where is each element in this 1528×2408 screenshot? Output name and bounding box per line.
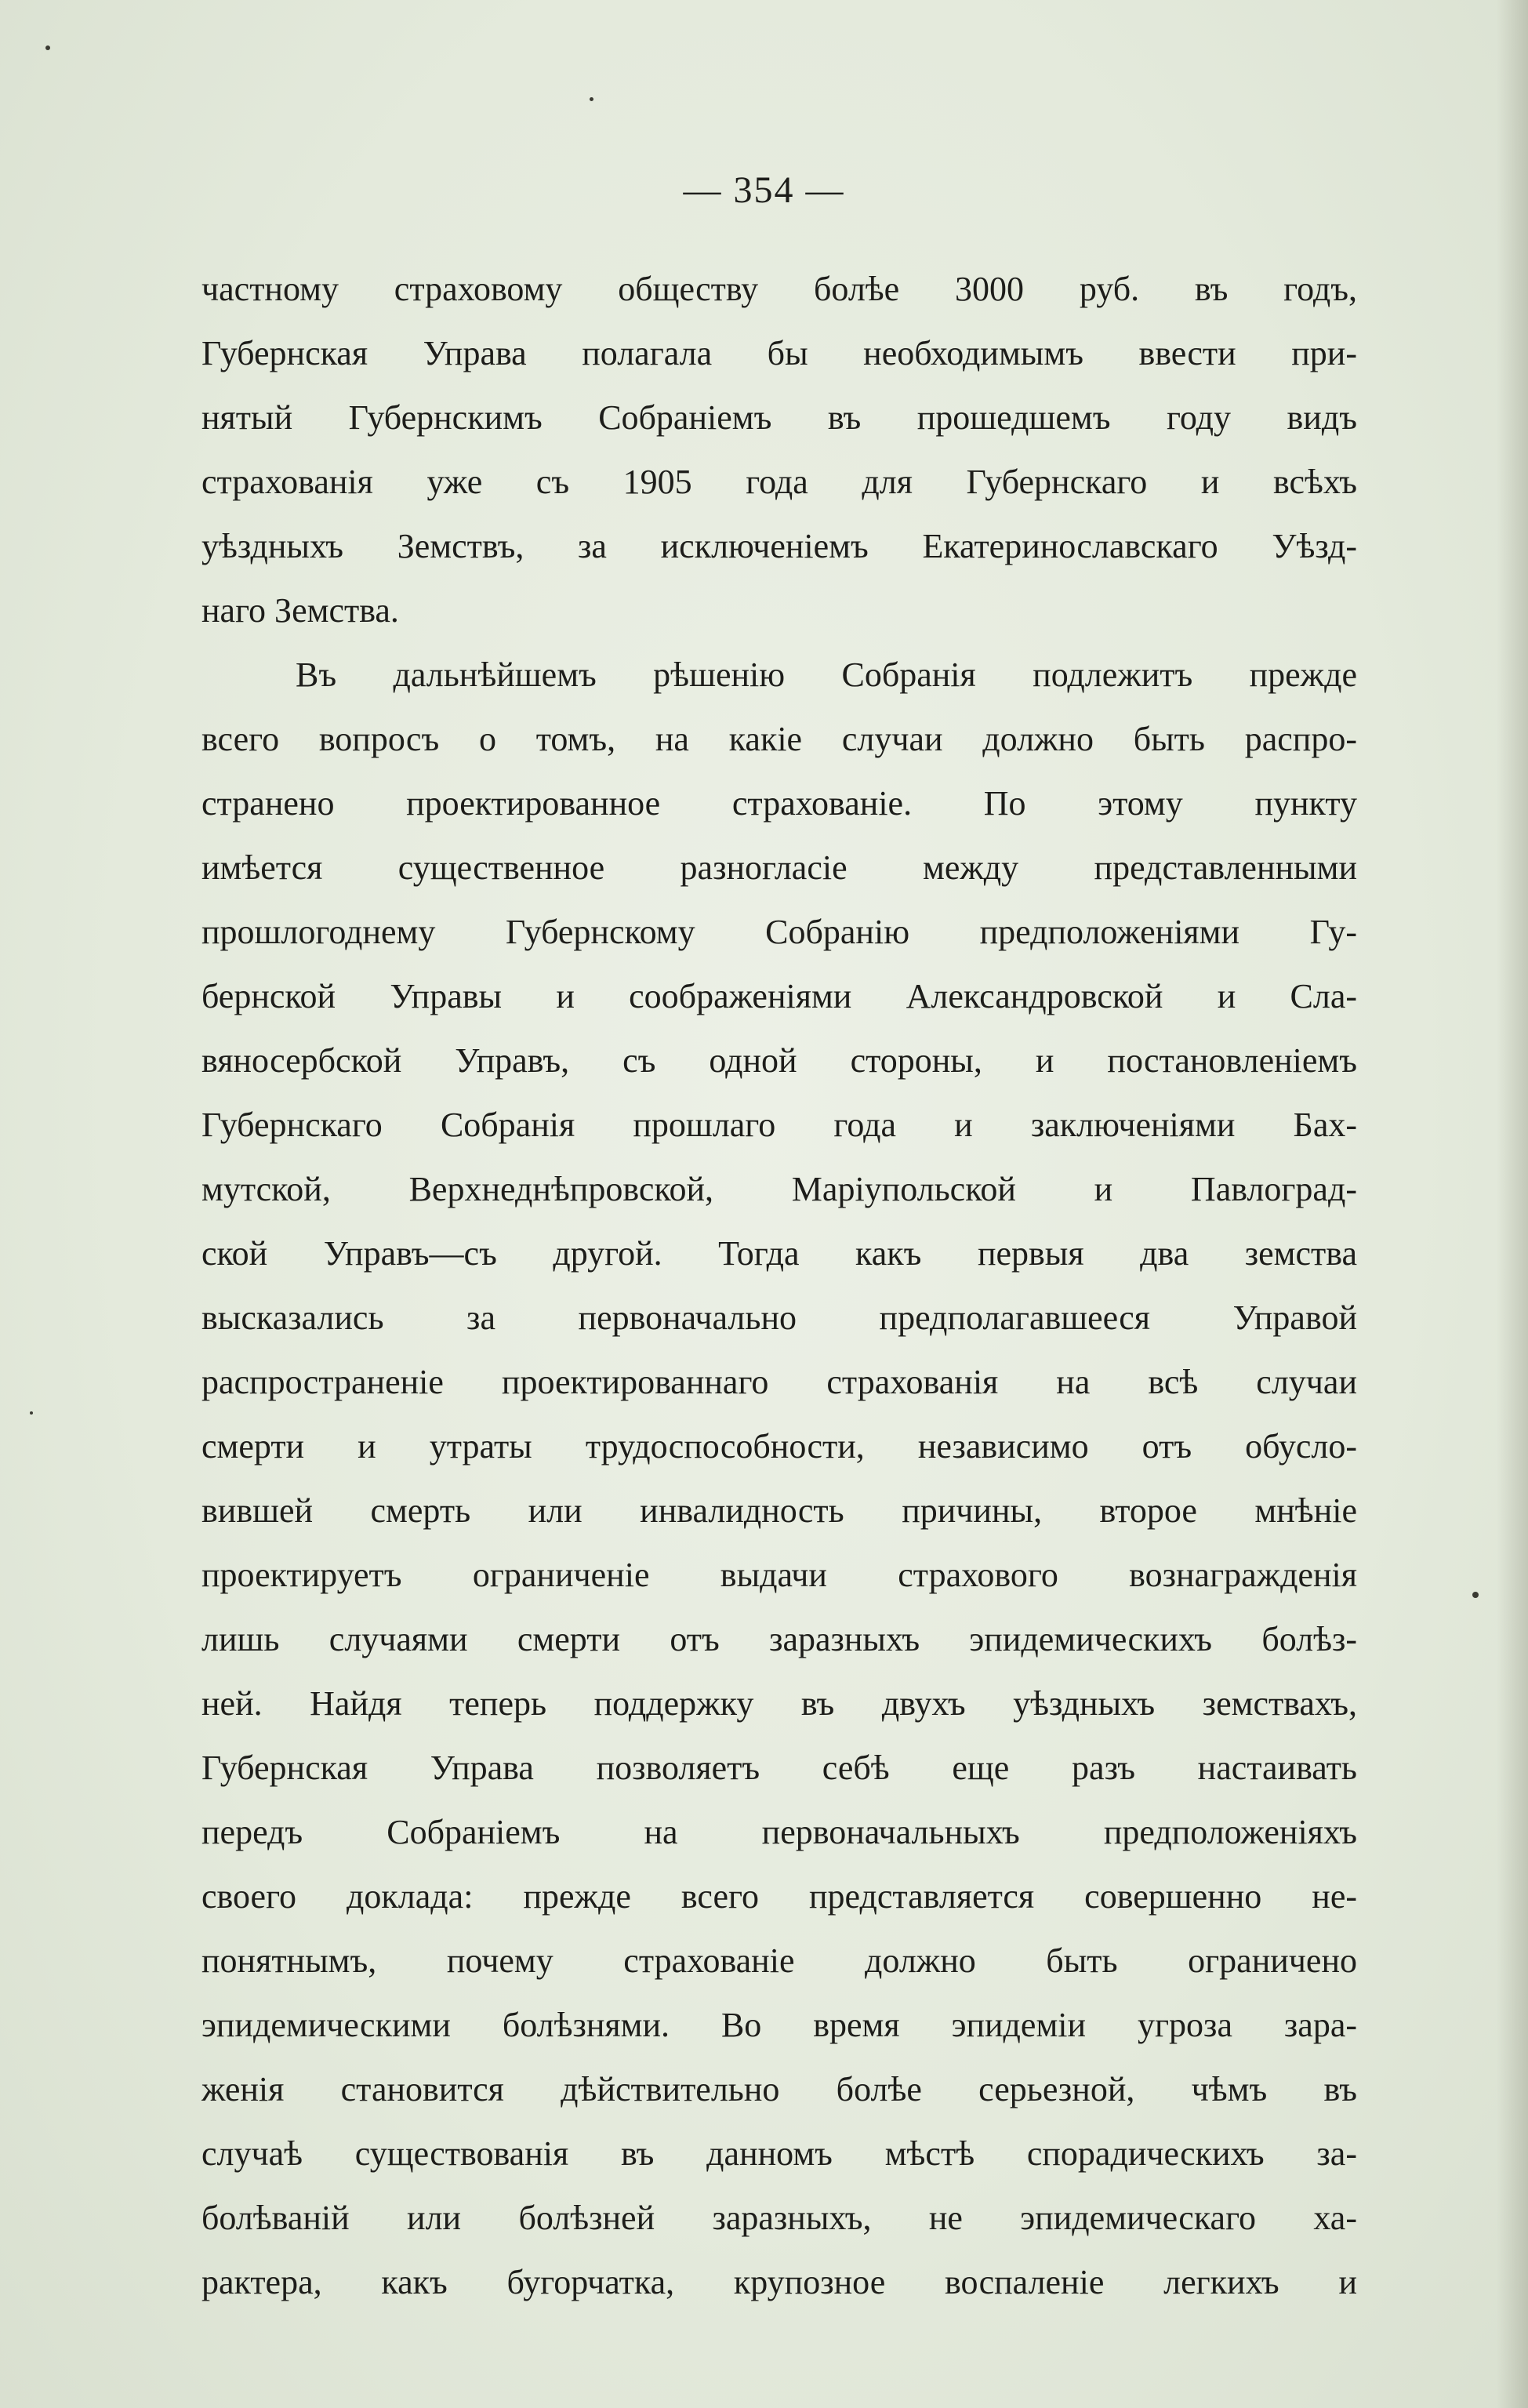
text-line: высказались за первоначально предполагавшееся Управой [201,1298,1357,1337]
print-speck [590,97,593,101]
paragraph-2 [201,643,1357,2315]
text-line: прошлогоднему Губернскому Собранію предположеніями Гу- [201,913,1357,951]
text-line: уѣздныхъ Земствъ, за исключеніемъ Екатеринославскаго Уѣзд- [201,527,1357,565]
text-line: эпидемическими болѣзнями. Во время эпидеміи угроза зара- [201,2006,1357,2044]
text-line: Въ дальнѣйшемъ рѣшенію Собранія подлежитъ прежде [296,656,1357,694]
text-line: вяносербской Управъ, съ одной стороны, и постановленіемъ [201,1041,1357,1080]
print-speck [30,1411,33,1415]
print-speck [1472,1592,1479,1598]
text-line: страхованія уже съ 1905 года для Губернскаго и всѣхъ [201,463,1357,501]
text-line: распространеніе проектированнаго страхованія на всѣ случаи [201,1363,1357,1401]
text-line: своего доклада: прежде всего представляется совершенно не- [201,1877,1357,1916]
body-text [201,257,1357,2315]
page-edge-shadow [1497,0,1528,2408]
text-line: наго Земства. [201,591,399,630]
text-line: имѣется существенное разногласіе между представленными [201,848,1357,887]
text-line: болѣваній или болѣзней заразныхъ, не эпидемическаго ха- [201,2199,1357,2237]
text-line: понятнымъ, почему страхованіе должно быть ограничено [201,1941,1357,1980]
text-line: странено проектированное страхованіе. По этому пункту [201,784,1357,823]
text-line: Губернская Управа позволяетъ себѣ еще разъ настаивать [201,1749,1357,1787]
text-line: случаѣ существованія въ данномъ мѣстѣ спорадическихъ за- [201,2134,1357,2173]
text-line: Губернскаго Собранія прошлаго года и заключеніями Бах- [201,1106,1357,1144]
text-line: лишь случаями смерти отъ заразныхъ эпидемическихъ болѣз- [201,1620,1357,1658]
text-line: всего вопросъ о томъ, на какіе случаи должно быть распро- [201,720,1357,758]
text-line: Губернская Управа полагала бы необходимымъ ввести при- [201,334,1357,372]
text-line: частному страховому обществу болѣе 3000 руб. въ годъ, [201,270,1357,308]
text-line: мутской, Верхнеднѣпровской, Маріупольской и Павлоград- [201,1170,1357,1208]
text-line: вившей смерть или инвалидность причины, второе мнѣніе [201,1491,1357,1530]
text-line: ней. Найдя теперь поддержку въ двухъ уѣздныхъ земствахъ, [201,1684,1357,1723]
text-line: нятый Губернскимъ Собраніемъ въ прошедшемъ году видъ [201,398,1357,437]
paragraph-1 [201,257,1357,643]
text-line: передъ Собраніемъ на первоначальныхъ предположеніяхъ [201,1813,1357,1851]
text-line: бернской Управы и соображеніями Александровской и Сла- [201,977,1357,1015]
print-speck [45,45,50,50]
text-line: ской Управъ—съ другой. Тогда какъ первыя два земства [201,1234,1357,1273]
text-line: смерти и утраты трудоспособности, независимо отъ обусло- [201,1427,1357,1466]
text-line: женія становится дѣйствительно болѣе серьезной, чѣмъ въ [201,2070,1357,2108]
page-number: — 354 — [683,169,845,211]
text-line: рактера, какъ бугорчатка, крупозное воспаленіе легкихъ и [201,2263,1357,2301]
text-line: проектируетъ ограниченіе выдачи страхового вознагражденія [201,1556,1357,1594]
